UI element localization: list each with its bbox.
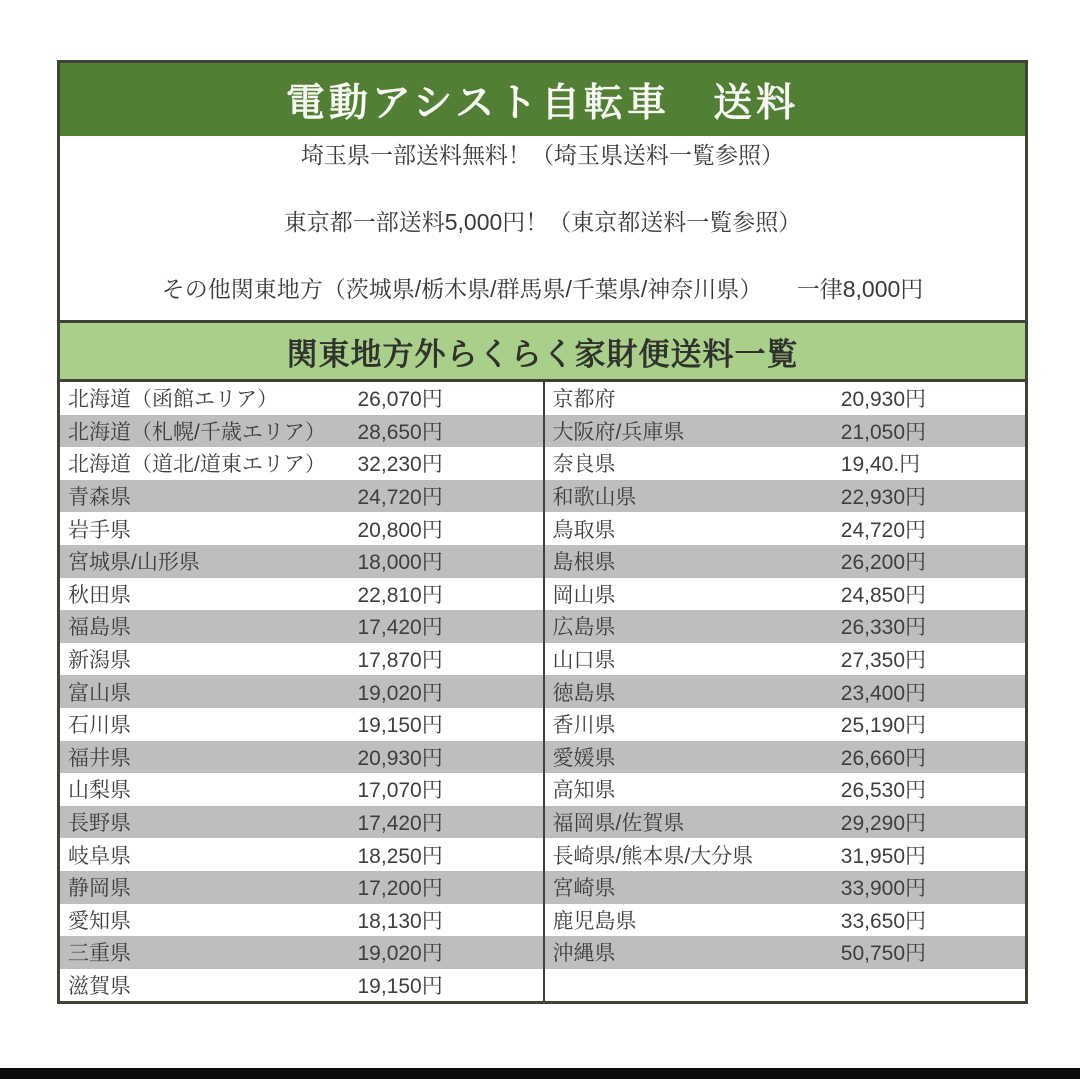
region-cell: 福井県 [68,746,131,770]
region-cell: 和歌山県 [552,486,637,510]
fee-table [60,382,1025,1001]
region-cell: 長野県 [68,812,131,836]
table-row [60,708,543,741]
shipping-notes [60,136,1025,320]
price-cell: 26,070円 [357,388,443,412]
price-cell: 29,290円 [840,812,927,836]
region-cell: 岐阜県 [68,844,131,868]
table-row [60,936,543,969]
price-cell: 33,650円 [840,909,927,933]
region-cell: 北海道（函館エリア） [68,388,278,412]
region-cell: 沖縄県 [552,942,616,966]
price-cell: 23,400円 [840,681,927,705]
price-cell: 19,020円 [357,681,443,705]
price-cell: 19,150円 [357,974,443,998]
region-cell: 徳島県 [552,681,616,705]
table-row [545,415,1026,448]
price-cell: 24,850円 [840,583,927,607]
price-cell: 24,720円 [840,518,927,542]
region-cell: 青森県 [68,486,131,510]
price-cell: 22,810円 [357,583,443,607]
table-row [545,675,1026,708]
region-cell: 鳥取県 [552,518,616,542]
region-cell: 愛知県 [68,909,131,933]
note-tokyo: 東京都一部送料5,000円！（東京都送料一覧参照） [283,209,802,235]
price-cell: 20,930円 [357,746,443,770]
price-cell: 33,900円 [840,877,927,901]
region-cell: 岡山県 [552,583,616,607]
price-cell: 19,40.円 [840,453,921,477]
price-cell: 25,190円 [840,714,927,738]
region-cell: 山口県 [552,649,616,673]
price-cell: 17,070円 [357,779,443,803]
price-cell: 18,250円 [357,844,443,868]
table-row [60,741,543,774]
region-cell: 広島県 [552,616,616,640]
table-row [60,415,543,448]
table-row [60,904,543,937]
region-cell: 愛媛県 [552,746,616,770]
table-row [60,512,543,545]
region-cell: 福岡県/佐賀県 [552,812,685,836]
region-cell: 福島県 [68,616,131,640]
price-cell: 17,870円 [357,649,443,673]
table-row [545,512,1026,545]
table-row [545,904,1026,937]
price-cell: 22,930円 [840,486,927,510]
region-cell: 北海道（札幌/千歳エリア） [68,420,326,444]
bottom-black-bar [0,1068,1080,1079]
price-cell: 24,720円 [357,486,443,510]
table-row [60,480,543,513]
price-cell: 20,800円 [357,518,443,542]
table-row [60,382,543,415]
region-cell: 静岡県 [68,877,131,901]
table-row [545,480,1026,513]
price-cell: 27,350円 [840,649,927,673]
table-row [545,773,1026,806]
table-row [60,578,543,611]
table-row [545,871,1026,904]
price-cell: 21,050円 [840,420,927,444]
price-cell: 17,420円 [357,616,443,640]
region-cell: 北海道（道北/道東エリア） [68,453,326,477]
table-row [60,610,543,643]
region-cell: 石川県 [68,714,131,738]
region-cell: 奈良県 [552,453,616,477]
table-row [545,545,1026,578]
region-cell: 山梨県 [68,779,131,803]
price-cell: 32,230円 [357,453,443,477]
page-header [60,63,1025,136]
region-cell: 島根県 [552,551,616,575]
price-cell: 19,150円 [357,714,443,738]
table-row [545,610,1026,643]
region-cell: 長崎県/熊本県/大分県 [552,844,754,868]
page-title: 電動アシスト自転車 送料 [285,81,800,125]
price-cell: 18,000円 [357,551,443,575]
region-cell: 鹿児島県 [552,909,637,933]
price-cell: 26,200円 [840,551,927,575]
table-row [545,838,1026,871]
region-cell: 岩手県 [68,518,131,542]
table-row [545,806,1026,839]
region-cell: 三重県 [68,942,131,966]
table-row [60,806,543,839]
region-cell: 大阪府/兵庫県 [552,420,685,444]
region-cell: 高知県 [552,779,616,803]
region-cell: 宮崎県 [552,877,616,901]
price-cell: 20,930円 [840,388,927,412]
price-cell: 19,020円 [357,942,443,966]
table-row [60,545,543,578]
region-cell: 宮城県/山形県 [68,551,200,575]
fee-table-left-column [60,382,543,1001]
region-cell: 秋田県 [68,583,131,607]
table-row [60,838,543,871]
fee-table-right-column [543,382,1026,1001]
price-cell: 17,200円 [357,877,443,901]
table-row [60,969,543,1002]
price-cell: 50,750円 [840,942,927,966]
table-row [60,675,543,708]
table-row [60,447,543,480]
region-cell: 新潟県 [68,649,131,673]
table-row [545,741,1026,774]
region-cell: 京都府 [552,388,616,412]
table-row [545,969,1026,1002]
price-cell: 26,330円 [840,616,927,640]
region-cell: 香川県 [552,714,616,738]
table-header [60,320,1025,382]
note-other-kanto: その他関東地方（茨城県/栃木県/群馬県/千葉県/神奈川県） 一律8,000円 [161,276,924,302]
price-cell: 31,950円 [840,844,927,868]
table-row [545,578,1026,611]
region-cell: 滋賀県 [68,974,131,998]
content-frame [57,60,1028,1004]
table-row [545,643,1026,676]
price-cell: 26,530円 [840,779,927,803]
price-cell: 26,660円 [840,746,927,770]
table-row [545,447,1026,480]
table-row [60,643,543,676]
region-cell: 富山県 [68,681,131,705]
table-row [60,773,543,806]
table-row [545,936,1026,969]
price-cell: 18,130円 [357,909,443,933]
table-row [545,382,1026,415]
table-row [60,871,543,904]
table-title: 関東地方外らくらく家財便送料一覧 [286,336,799,372]
table-row [545,708,1026,741]
price-cell: 17,420円 [357,812,443,836]
price-cell: 28,650円 [357,420,443,444]
note-saitama: 埼玉県一部送料無料！（埼玉県送料一覧参照） [301,142,784,168]
